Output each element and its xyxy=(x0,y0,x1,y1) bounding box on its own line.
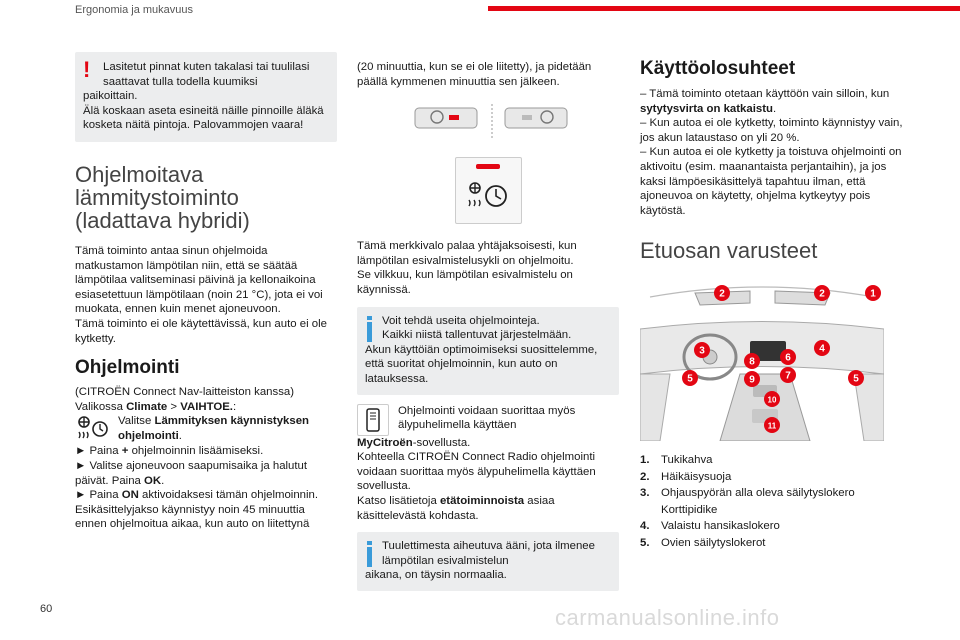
item-text: Tukikahva xyxy=(661,454,713,467)
lamp-text-2: Se vilkkuu, kun lämpötilan esivalmistelu on käynnissä. xyxy=(357,269,573,296)
menu-separator: > xyxy=(167,400,181,413)
step1-pre: ► Paina xyxy=(75,445,122,458)
step-3 xyxy=(75,488,337,503)
svg-text:7: 7 xyxy=(785,370,791,382)
warning-box xyxy=(75,52,337,142)
warning-line2: saattavat tulla todella kuumiksi xyxy=(103,75,258,88)
column-2 xyxy=(357,60,619,591)
phone-c: Kohteella CITROËN Connect Radio ohjelmointi voidaan suorittaa myös älypuhelimella käyttäen sovellusta. xyxy=(357,451,596,493)
fan-clock-icon xyxy=(75,414,109,444)
callout-2 xyxy=(814,285,830,301)
step-2 xyxy=(75,459,337,488)
callout-1 xyxy=(865,285,881,301)
svg-text:5: 5 xyxy=(853,373,859,385)
column-3 xyxy=(640,58,906,551)
section-title-programmable-heating: Ohjelmoitava lämmitystoiminto (ladattava hybridi) xyxy=(75,161,250,233)
warning-rest: paikoittain. xyxy=(83,90,138,103)
callout-5 xyxy=(682,370,698,386)
svg-text:6: 6 xyxy=(785,352,791,364)
step2-bold: OK xyxy=(144,474,162,487)
c1-pre: – Tämä toiminto otetaan käyttöön vain silloin, kun xyxy=(640,88,890,100)
svg-text:10: 10 xyxy=(767,395,777,405)
item-text: Valaistu hansikaslokero xyxy=(661,520,780,533)
callout-8 xyxy=(744,353,760,369)
step3-bold: ON xyxy=(121,489,139,502)
item-number: 2. xyxy=(640,470,650,483)
prog-menu-line xyxy=(75,400,337,415)
page-number: 60 xyxy=(40,603,53,615)
list-item xyxy=(640,535,906,552)
heating-program-button-icon xyxy=(455,157,522,224)
warning-exclamation-icon: ! xyxy=(83,57,91,82)
item-number: 1. xyxy=(640,454,650,467)
column-1 xyxy=(75,52,337,532)
lamp-text-1: Tämä merkkivalo palaa yhtäjaksoisesti, kun lämpötilan esivalmistelusykli on ohjelmoitu. xyxy=(357,240,577,267)
svg-text:9: 9 xyxy=(749,374,755,386)
info2-b: aikana, on täysin normaalia. xyxy=(365,569,507,582)
item-text: Ovien säilytyslokerot xyxy=(661,536,766,549)
callout-3 xyxy=(694,342,710,358)
select-bold: Lämmityksen käynnistyksen ohjelmointi xyxy=(118,415,309,442)
select-end: . xyxy=(178,429,182,442)
c1-post: . xyxy=(772,102,777,115)
info1-c: Akun käyttöiän optimoimiseksi suosittelemme, että suoritat ohjelmoinnin, kun auto on latauksessa. xyxy=(365,343,598,385)
smartphone-icon xyxy=(357,404,389,436)
menu-end: : xyxy=(232,400,237,413)
item-text: Korttipidike xyxy=(661,503,718,516)
condition-2: – Kun autoa ei ole kytketty, toiminto käynnistyy vain, jos akun lataustaso on yli 20 %. xyxy=(640,117,903,144)
callout-9 xyxy=(744,371,760,387)
svg-text:11: 11 xyxy=(767,421,777,431)
phone-a: Ohjelmointi voidaan suorittaa myös älypuhelimella käyttäen xyxy=(398,404,576,432)
info1-a: Voit tehdä useita ohjelmointeja. xyxy=(382,314,540,327)
list-item xyxy=(640,469,906,486)
select-row xyxy=(75,414,337,444)
intro-paragraph-2: Tämä toiminto ei ole käytettävissä, kun auto ei ole kytketty. xyxy=(75,317,327,345)
phone-app-line xyxy=(357,436,619,451)
item-number xyxy=(640,502,661,519)
info-box-1 xyxy=(357,307,619,395)
item-text: Ohjauspyörän alla oleva säilytyslokero xyxy=(661,487,855,500)
callout-6 xyxy=(780,349,796,365)
item-number: 3. xyxy=(640,487,650,500)
phone-d-bold: etätoiminnoista xyxy=(439,494,525,507)
callout-4 xyxy=(814,340,830,356)
phone-d-pre: Katso lisätietoja xyxy=(357,494,440,507)
list-item xyxy=(640,518,906,535)
step2-pre: ► Valitse ajoneuvoon saapumisaika ja halutut päivät. Paina xyxy=(75,459,308,487)
dashboard-illustration xyxy=(640,279,884,441)
svg-text:1: 1 xyxy=(870,288,876,300)
warning-lamp-illustration xyxy=(407,100,577,142)
callout-2 xyxy=(714,285,730,301)
condition-1 xyxy=(640,87,906,116)
step3-pre: ► Paina xyxy=(75,489,122,502)
app-name: MyCitroën xyxy=(357,436,413,449)
svg-text:5: 5 xyxy=(687,373,693,385)
svg-text:2: 2 xyxy=(719,288,725,300)
smartphone-note xyxy=(357,404,619,524)
info-box-2 xyxy=(357,532,619,591)
item-number: 5. xyxy=(640,536,650,549)
header-accent-bar xyxy=(488,6,960,11)
step-1 xyxy=(75,444,337,459)
subheading-programming: Ohjelmointi xyxy=(75,357,180,379)
menu-vaihtoe: VAIHTOE. xyxy=(180,400,233,413)
item-text: Häikäisysuoja xyxy=(661,470,732,483)
c1-bold: sytytysvirta on katkaistu xyxy=(640,102,773,115)
svg-text:8: 8 xyxy=(749,356,755,368)
condition-3: – Kun autoa ei ole kytketty ja toistuva ohjelmointi on aktivoitu (esim. maanantaista perjantaihin), ja jos kaksi lämpöesikäsittelyä tapahtuu ilman, että ajoneuvoa on käytetty, ohjelma kytkeytyy pois käytöstä. xyxy=(640,146,902,217)
prog-menu-pre: Valikossa xyxy=(75,400,127,413)
info2-a: Tuulettimesta aiheutuva ääni, jota ilmenee lämpötilan esivalmistelun xyxy=(382,540,595,567)
heading-operating-conditions: Käyttöolosuhteet xyxy=(640,58,796,79)
svg-text:4: 4 xyxy=(819,343,825,355)
callout-11 xyxy=(764,417,780,433)
phone-d-post: asiaa käsittelevästä kohdasta. xyxy=(357,494,555,522)
svg-text:2: 2 xyxy=(819,288,825,300)
prog-line1: (CITROËN Connect Nav-laitteiston kanssa) xyxy=(75,386,295,399)
watermark: carmanualsonline.info xyxy=(555,605,780,630)
menu-climate: Climate xyxy=(126,400,168,413)
info1-b: Kaikki niistä tallentuvat järjestelmään. xyxy=(382,329,572,342)
callout-10 xyxy=(764,391,780,407)
heading-front-equipment: Etuosan varusteet xyxy=(640,238,818,264)
callout-5 xyxy=(848,370,864,386)
svg-text:3: 3 xyxy=(699,345,705,357)
phone-d xyxy=(357,494,619,523)
equipment-list xyxy=(640,452,906,551)
warning-line1: Lasitetut pinnat kuten takalasi tai tuulilasi xyxy=(103,61,310,73)
list-item xyxy=(640,485,906,502)
list-item xyxy=(640,452,906,469)
list-item xyxy=(640,502,906,519)
callout-7 xyxy=(780,367,796,383)
step1-post: ohjelmoinnin lisäämiseksi. xyxy=(128,445,264,458)
step-4: Esikäsittelyjakso käynnistyy noin 45 minuuttia ennen ohjelmoitua aikaa, kun auto on liitettynä xyxy=(75,503,310,531)
running-header: Ergonomia ja mukavuus xyxy=(75,4,194,16)
select-pre: Valitse xyxy=(118,415,155,428)
item-number: 4. xyxy=(640,520,650,533)
step3-post: aktivoidaksesi tämän ohjelmoinnin. xyxy=(138,489,319,502)
intro-paragraph-1: Tämä toiminto antaa sinun ohjelmoida matkustamon lämpötilan niin, että se säätää lämpötilaa valitseminasi päivinä ja kellonaikoina esiasetettuun lämpötilaan (noin 21 °C), jota ei voi muokata, ennen kuin menet ajoneuvoon. xyxy=(75,244,323,316)
warning-line3: Älä koskaan aseta esineitä näille pinnoille äläkä kosketa näitä pintoja. Palovammojen vaara! xyxy=(83,104,324,132)
info-icon-2 xyxy=(367,541,372,567)
app-suffix: -sovellusta. xyxy=(412,436,471,449)
step2-post: . xyxy=(161,474,165,487)
continuation-paragraph: (20 minuuttia, kun se ei ole liitetty), ja pidetään päällä kymmenen minuuttia sen jälkeen. xyxy=(357,61,592,88)
step1-bold: + xyxy=(121,445,129,458)
info-icon xyxy=(367,316,372,342)
